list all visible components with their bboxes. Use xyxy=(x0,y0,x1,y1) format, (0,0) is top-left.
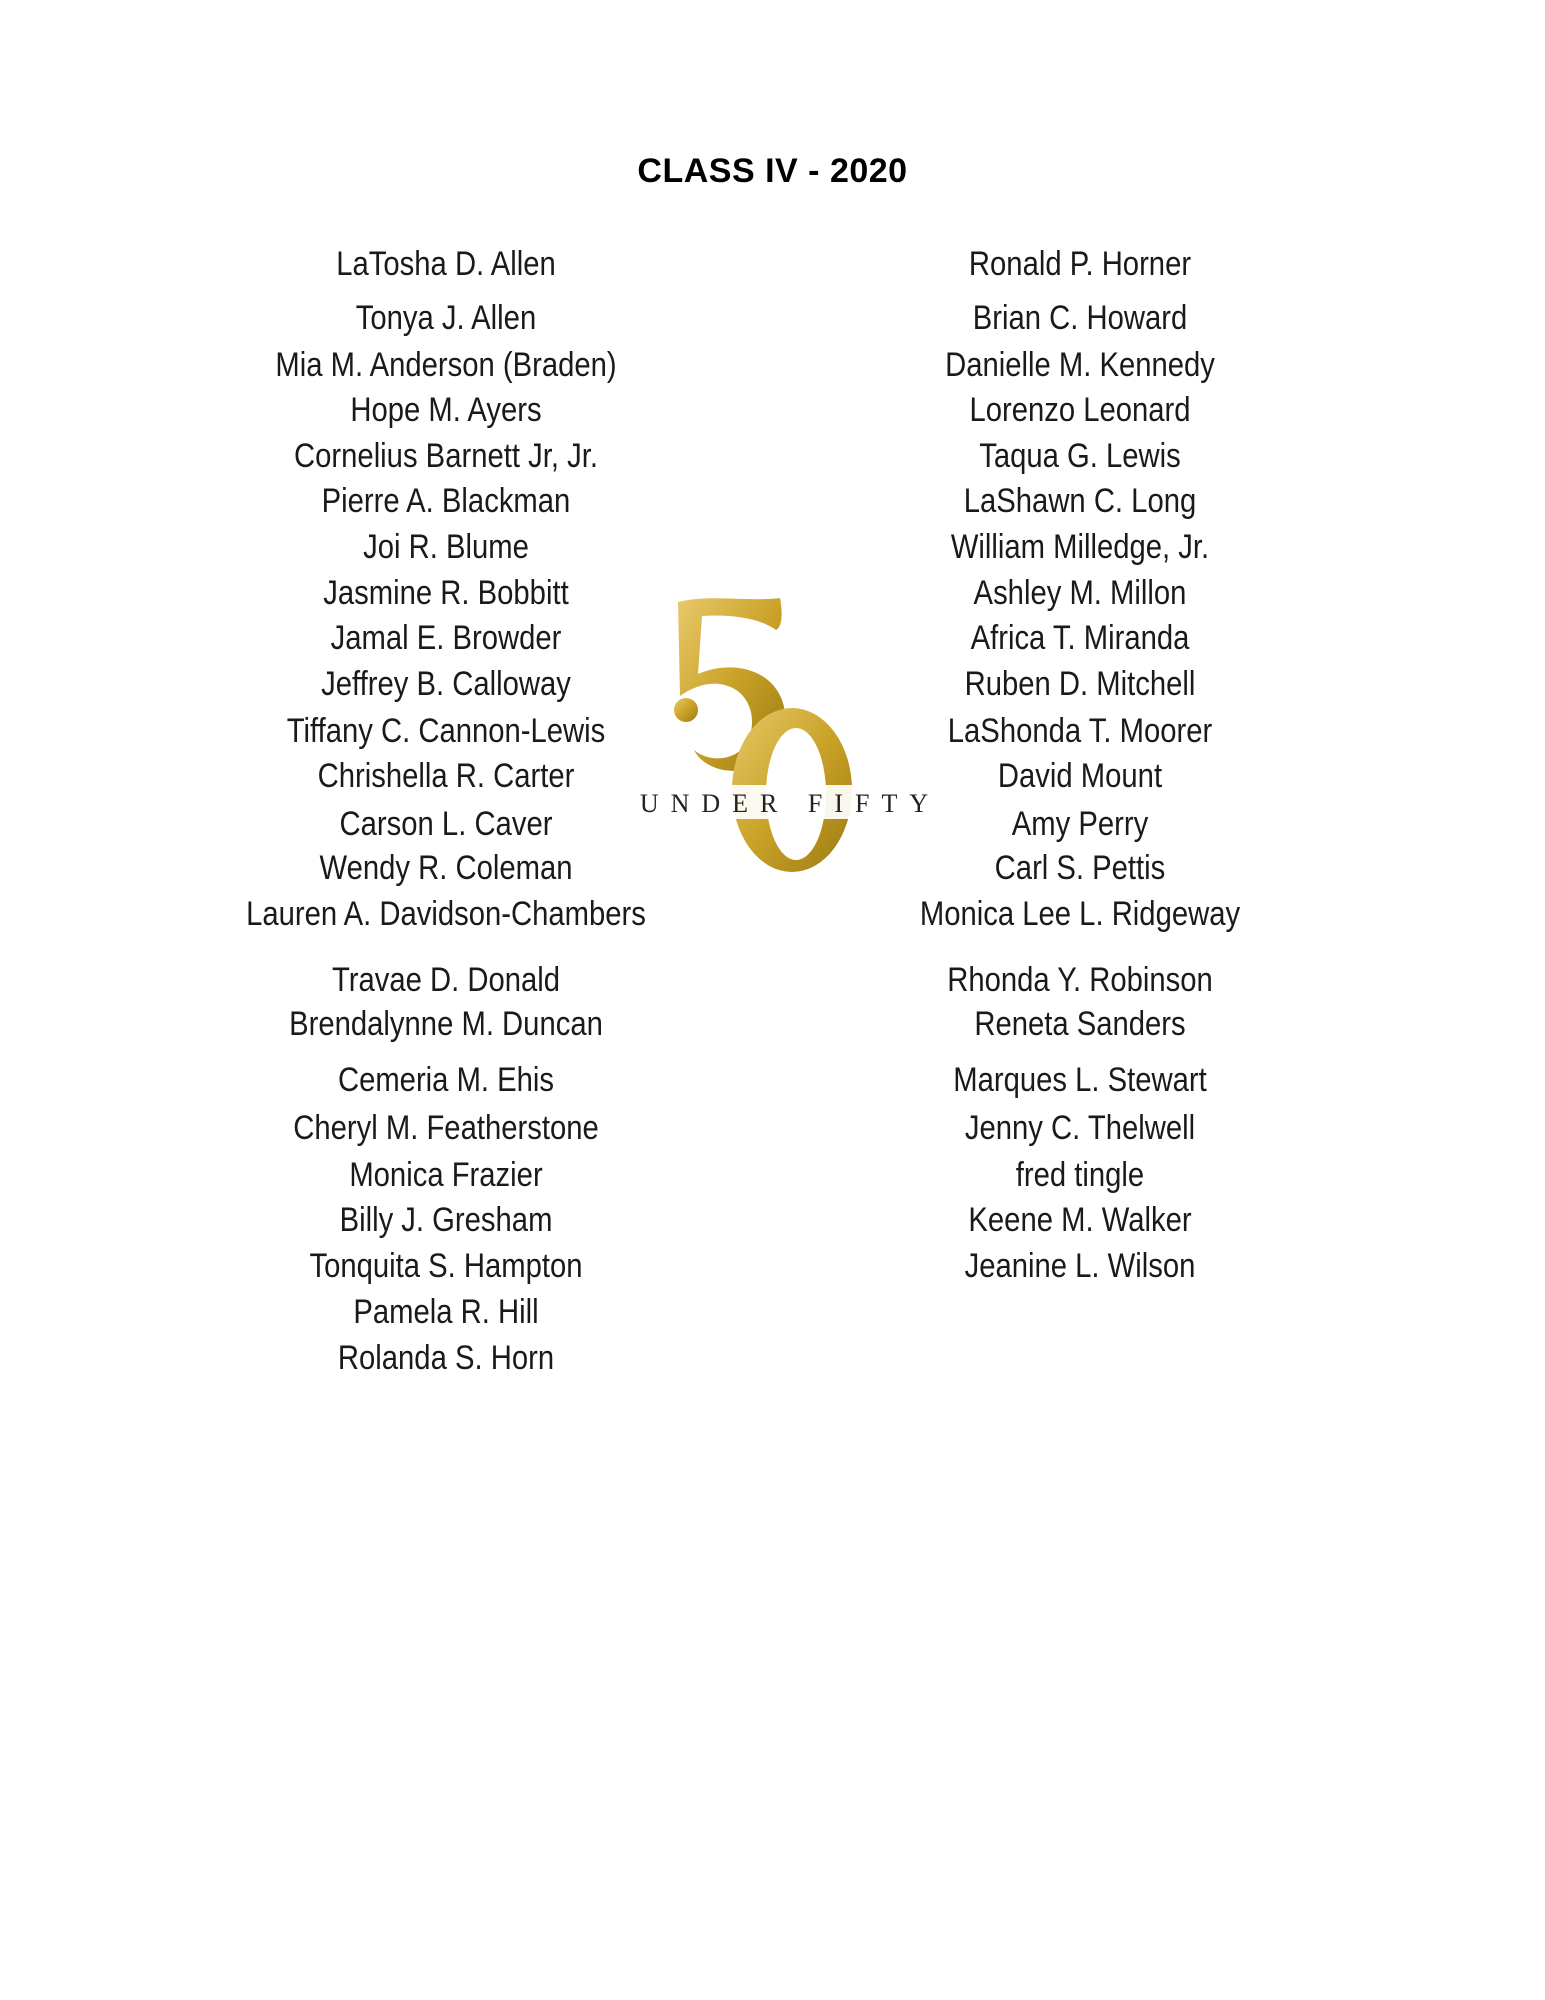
list-item: LaShonda T. Moorer xyxy=(947,712,1213,750)
list-item: Cheryl M. Featherstone xyxy=(293,1109,599,1147)
list-item: Wendy R. Coleman xyxy=(319,849,573,887)
list-item: Africa T. Miranda xyxy=(970,619,1190,657)
list-item: Lauren A. Davidson-Chambers xyxy=(246,895,646,933)
logo-tagline: UNDER FIFTY xyxy=(639,789,941,818)
list-item: Brian C. Howard xyxy=(972,299,1188,337)
list-item: William Milledge, Jr. xyxy=(950,528,1210,566)
page-title: CLASS IV - 2020 xyxy=(637,152,908,190)
list-item: Jamal E. Browder xyxy=(330,619,562,657)
list-item: Jeanine L. Wilson xyxy=(964,1247,1196,1285)
list-item: Cemeria M. Ehis xyxy=(337,1061,555,1099)
list-item: Danielle M. Kennedy xyxy=(945,346,1215,384)
list-item: Lorenzo Leonard xyxy=(969,391,1191,429)
list-item: Joi R. Blume xyxy=(363,528,529,566)
list-item: Jasmine R. Bobbitt xyxy=(323,574,569,612)
list-item: Keene M. Walker xyxy=(968,1201,1192,1239)
list-item: Carl S. Pettis xyxy=(994,849,1166,887)
list-item: fred tingle xyxy=(1015,1156,1145,1194)
list-item: Ronald P. Horner xyxy=(968,245,1192,283)
list-item: David Mount xyxy=(997,757,1163,795)
list-item: Billy J. Gresham xyxy=(339,1201,553,1239)
list-item: LaShawn C. Long xyxy=(963,482,1197,520)
list-item: Marques L. Stewart xyxy=(953,1061,1207,1099)
list-item: Reneta Sanders xyxy=(974,1005,1186,1043)
list-item: Taqua G. Lewis xyxy=(979,437,1181,475)
list-item: Carson L. Caver xyxy=(339,805,553,843)
list-item: Amy Perry xyxy=(1011,805,1149,843)
list-item: Monica Lee L. Ridgeway xyxy=(919,895,1241,933)
list-item: Brendalynne M. Duncan xyxy=(289,1005,603,1043)
list-item: Ashley M. Millon xyxy=(973,574,1187,612)
list-item: Travae D. Donald xyxy=(331,961,561,999)
list-item: Mia M. Anderson (Braden) xyxy=(275,346,617,384)
list-item: Cornelius Barnett Jr, Jr. xyxy=(294,437,598,475)
list-item: Tonquita S. Hampton xyxy=(309,1247,583,1285)
list-item: Rolanda S. Horn xyxy=(337,1339,555,1377)
list-item: Rhonda Y. Robinson xyxy=(947,961,1213,999)
list-item: Jeffrey B. Calloway xyxy=(321,665,571,703)
list-item: Tonya J. Allen xyxy=(355,299,537,337)
list-item: Chrishella R. Carter xyxy=(317,757,575,795)
list-item: Tiffany C. Cannon-Lewis xyxy=(286,712,606,750)
list-item: Jenny C. Thelwell xyxy=(964,1109,1196,1147)
list-item: Ruben D. Mitchell xyxy=(964,665,1196,703)
list-item: Pamela R. Hill xyxy=(353,1293,539,1331)
list-item: Hope M. Ayers xyxy=(350,391,542,429)
list-item: LaTosha D. Allen xyxy=(336,245,556,283)
list-item: Pierre A. Blackman xyxy=(321,482,571,520)
list-item: Monica Frazier xyxy=(349,1156,543,1194)
